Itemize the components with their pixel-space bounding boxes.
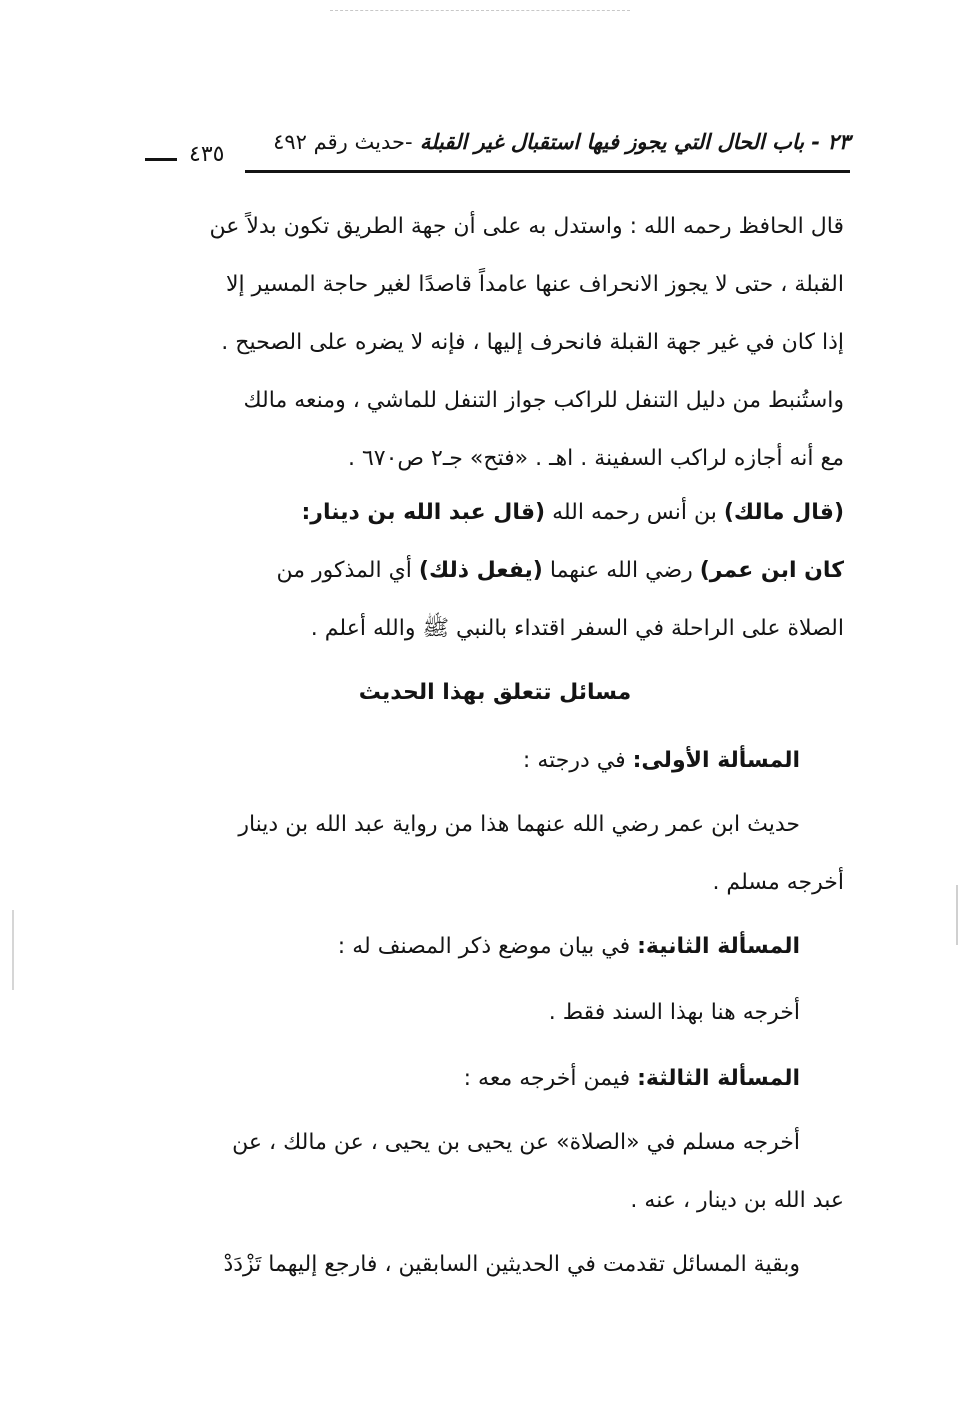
- issue-label: المسألة الثانية:: [637, 934, 800, 959]
- issue-second-heading: [138, 918, 800, 976]
- issue-body-line: عبد الله بن دينار ، عنه .: [630, 1188, 844, 1213]
- running-title: [273, 130, 850, 154]
- issue-label: المسألة الثالثة:: [637, 1066, 800, 1091]
- bold-quote: (قال عبد الله بن دينار:: [301, 500, 546, 525]
- page-number: ٤٣٥: [189, 142, 225, 167]
- header-rule: [245, 170, 850, 173]
- issue-heading-line: [138, 1050, 800, 1108]
- top-scan-line: [330, 10, 630, 11]
- issue-heading-line: [138, 732, 800, 790]
- issue-body-line: أخرجه هنا بهذا السند فقط .: [548, 1000, 800, 1025]
- explanation-line: [138, 484, 844, 542]
- commentary-line: واستُنبط من دليل التنفل للراكب جواز التنفل للماشي ، ومنعه مالك: [243, 388, 844, 413]
- page-number-dash: [145, 158, 177, 161]
- bold-quote: (قال مالك): [723, 500, 844, 525]
- chapter-title: ٢٣ - باب الحال التي يجوز فيها استقبال غير القبلة: [419, 130, 850, 154]
- bold-quote: (يفعل ذلك): [418, 558, 543, 583]
- commentary-line: القبلة ، حتى لا يجوز الانحراف عنها عامداً قاصدًا لغير حاجة المسير إلا: [226, 272, 844, 297]
- scan-edge-mark: [956, 885, 958, 945]
- issue-third-heading: [138, 1050, 800, 1108]
- hadith-reference: -حديث رقم ٤٩٢: [273, 130, 413, 154]
- issue-body-line: أخرجه مسلم في «الصلاة» عن يحيى بن يحيى ، عن مالك ، عن: [232, 1130, 800, 1155]
- commentary-line: قال الحافظ رحمه الله : واستدل به على أن جهة الطريق تكون بدلاً عن: [209, 214, 844, 239]
- issue-label: المسألة الأولى:: [632, 748, 800, 773]
- issue-first-heading: [138, 732, 800, 790]
- issue-title: فيمن أخرجه معه :: [463, 1066, 638, 1091]
- issue-title: في درجته :: [522, 748, 633, 773]
- explanation-line: الصلاة على الراحلة في السفر اقتداء بالنبي ﷺ والله أعلم .: [310, 616, 844, 641]
- issue-title: في بيان موضع ذكر المصنف له :: [337, 934, 638, 959]
- explanation-paragraph: [138, 484, 844, 658]
- issue-second-body: [138, 984, 800, 1042]
- remaining-note: [138, 1236, 800, 1294]
- explanation-line: [138, 542, 844, 600]
- issue-body-line: أخرجه مسلم .: [712, 870, 844, 895]
- issue-first-body: [138, 796, 800, 854]
- commentary-paragraph: [138, 198, 844, 488]
- issue-heading-line: [138, 918, 800, 976]
- scan-edge-mark: [12, 910, 14, 990]
- section-heading: مسائل تتعلق بهذا الحديث: [358, 680, 632, 705]
- remaining-line: وبقية المسائل تقدمت في الحديثين السابقين ، فارجع إليهما تَزْدَدْ: [223, 1252, 800, 1277]
- issue-third-body: [138, 1114, 800, 1172]
- bold-quote: كان ابن عمر): [699, 558, 844, 583]
- page-header: [145, 122, 850, 180]
- commentary-line: إذا كان في غير جهة القبلة فانحرف إليها ، فإنه لا يضره على الصحيح .: [221, 330, 844, 355]
- commentary-line: مع أنه أجازه لراكب السفينة . اهـ . «فتح» جـ٢ ص٦٧٠ .: [347, 446, 844, 471]
- plain-text: أي المذكور من: [276, 558, 419, 583]
- plain-text: بن أنس رحمه الله: [545, 500, 724, 525]
- issue-third-body-end: [138, 1172, 844, 1230]
- issue-body-line: حديث ابن عمر رضي الله عنهما هذا من رواية عبد الله بن دينار: [238, 812, 800, 837]
- plain-text: رضي الله عنهما: [542, 558, 700, 583]
- issue-first-body-end: [138, 854, 844, 912]
